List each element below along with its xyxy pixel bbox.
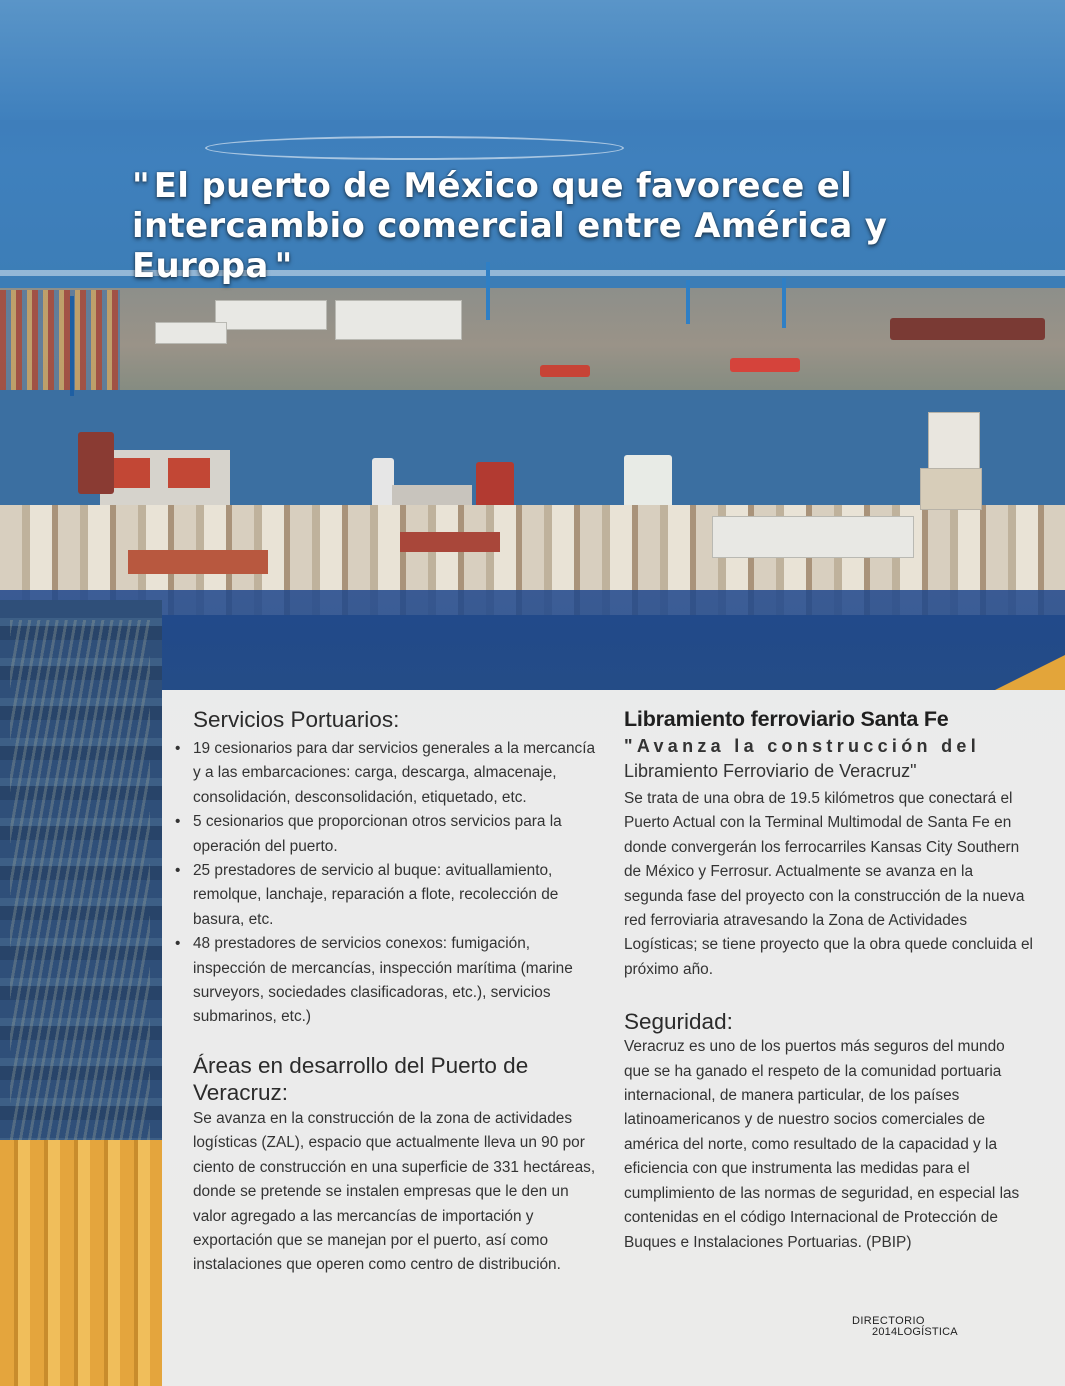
list-item-text: 5 cesionarios que proporcionan otros servicios para la operación del puerto.	[193, 813, 562, 855]
warehouse	[712, 516, 914, 558]
boat	[540, 365, 590, 377]
container-yard	[0, 290, 120, 400]
right-column	[624, 706, 1034, 1255]
libramiento-title: Libramiento ferroviario Santa Fe	[624, 707, 949, 731]
bullet-dot: •	[175, 813, 181, 831]
crane	[686, 280, 690, 324]
warehouse-roof	[108, 458, 150, 488]
bullet-dot: •	[175, 862, 181, 880]
list-item-text: 25 prestadores de servicio al buque: avituallamiento, remolque, lanchaje, reparación a flote, recolección de basura, etc.	[193, 862, 559, 928]
open-quote: "	[132, 166, 146, 206]
reef-outline	[205, 136, 624, 160]
areas-body: Se avanza en la construcción de la zona de actividades logísticas (ZAL), espacio que actualmente lleva un 90 por ciento de construcción en una superficie de 331 hectáreas, donde se pretende se instalen empresas que le den un valor agregado a las mercancías de importación y exportación que se manejan por el puerto, así como instalaciones que operen como centro de distribución.	[193, 1109, 596, 1274]
logo-line-2: 2014LOGÍSTICA	[872, 1326, 958, 1338]
headline	[132, 166, 932, 286]
seguridad-body: Veracruz es uno de los puertos más seguros del mundo que se ha ganado el respeto de la comunidad portuaria internacional, de manera particular, de los países latinoamericanos y de nuestro socios comerciales de américa del norte, como resultado de la capacidad y la eficiencia con que instrumenta las medidas para el cumplimiento de las normas de seguridad, en especial las contenidas en el código Internacional de Protección de Buques e Instalaciones Portuarias. (PBIP)	[624, 1038, 1020, 1251]
building-roof	[128, 550, 268, 574]
open-sea	[0, 0, 1065, 120]
logo-line-1: DIRECTORIO	[852, 1315, 925, 1327]
port-terminal-area	[0, 288, 1065, 403]
list-item-text: 48 prestadores de servicios conexos: fumigación, inspección de mercancías, inspección marítima (marine surveyors, sociedades clasificadoras, etc.), servicios submarinos, etc.)	[193, 935, 573, 1026]
directorio-logo	[852, 1316, 958, 1338]
list-item	[175, 859, 603, 932]
rail-tracks	[10, 620, 150, 1140]
warehouse	[155, 322, 227, 344]
left-column	[175, 706, 603, 1278]
building	[920, 468, 982, 510]
warehouse	[215, 300, 327, 330]
warehouse	[335, 300, 462, 340]
list-item	[175, 737, 603, 810]
warehouse-roof	[168, 458, 210, 488]
bullet-dot: •	[175, 740, 181, 757]
yellow-corner-accent	[995, 655, 1065, 690]
areas-title: Áreas en desarrollo del Puerto de Veracruz:	[193, 1052, 529, 1105]
crane	[70, 296, 74, 396]
list-item-text: 19 cesionarios para dar servicios generales a la mercancía y a las embarcaciones: carga, descarga, almacenaje, consolidación, desconsolidación, etiquetado, etc.	[193, 740, 596, 806]
close-quote: "	[274, 246, 289, 286]
list-item	[175, 932, 603, 1030]
servicios-list	[175, 737, 603, 1030]
servicios-title: Servicios Portuarios:	[193, 707, 400, 732]
cargo-ship	[78, 432, 114, 494]
bullet-dot: •	[175, 935, 181, 953]
seguridad-title: Seguridad:	[624, 1009, 733, 1035]
libramiento-body: Se trata de una obra de 19.5 kilómetros que conectará el Puerto Actual con la Terminal Multimodal de Santa Fe en donde convergerán los ferrocarriles Kansas City Southern de México y Ferrosur. Actualmente se avanza en la segunda fase del proyecto con la construcción de la nueva red ferroviaria atravesando la Zona de Actividades Logísticas; se tiene proyecto que la obra quede concluida el próximo año.	[624, 790, 1033, 978]
libramiento-subtitle: "Avanza la construcción del	[624, 736, 981, 756]
libramiento-subtitle-line2: Libramiento Ferroviario de Veracruz"	[624, 761, 917, 781]
tug-boat	[730, 358, 800, 372]
headline-text: El puerto de México que favorece el intercambio comercial entre América y Europa	[132, 166, 888, 286]
yellow-tint-area	[0, 1140, 162, 1386]
building-roof	[400, 532, 500, 552]
tanker-ship	[890, 318, 1045, 340]
list-item	[175, 810, 603, 859]
